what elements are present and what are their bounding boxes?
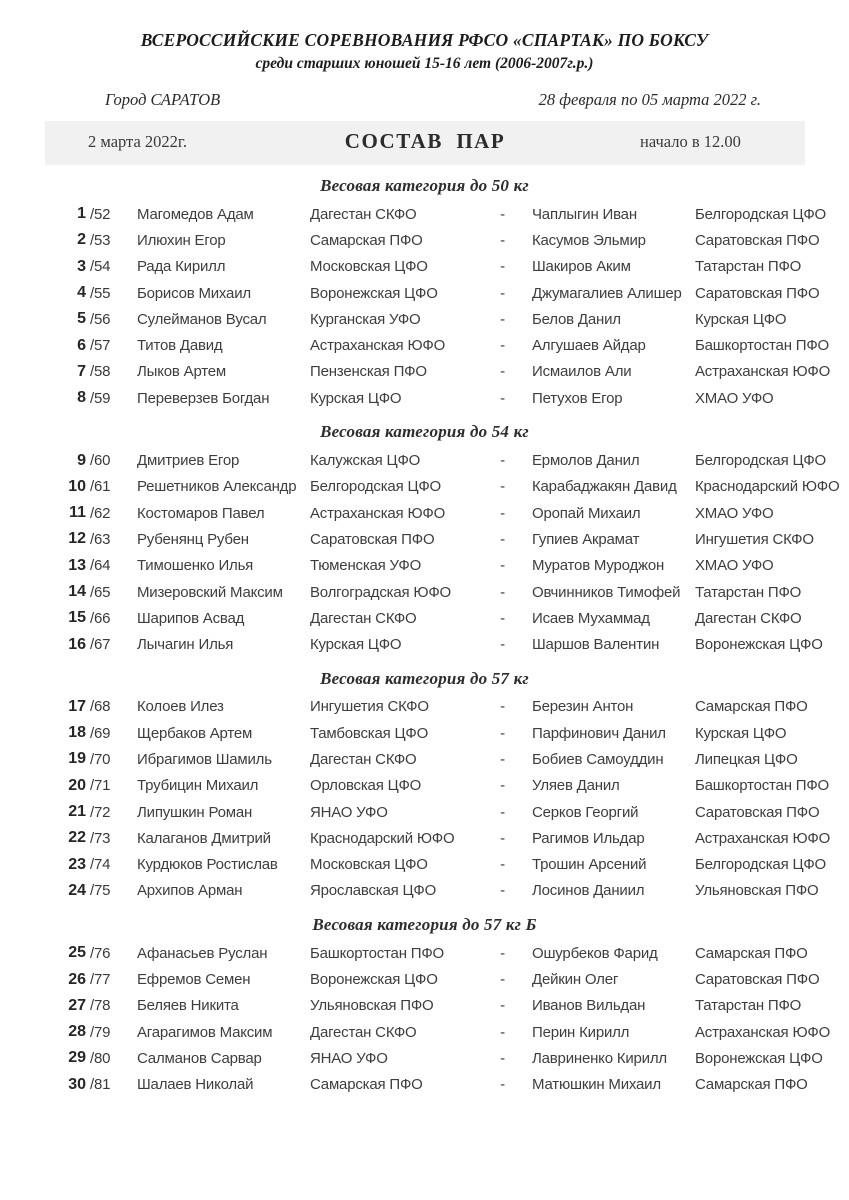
bout-number: 16 [68,635,86,653]
bout-number: 13 [68,556,86,574]
red-corner-region: Пензенская ПФО [310,363,427,381]
blue-corner-name: Гупиев Акрамат [532,530,640,548]
bout-pair-number: /52 [90,205,111,223]
pair-separator-dash: - [500,803,505,821]
bout-number: 19 [68,750,86,768]
blue-corner-name: Дейкин Олег [532,971,619,989]
red-corner-region: Московская ЦФО [310,258,428,276]
red-corner-name: Костомаров Павел [137,504,265,522]
bout-row [0,254,849,280]
red-corner-region: Тамбовская ЦФО [310,724,429,742]
blue-corner-region: Самарская ПФО [695,1076,808,1094]
blue-corner-region: Саратовская ПФО [695,803,820,821]
blue-corner-region: Самарская ПФО [695,944,808,962]
bout-number: 3 [77,257,86,275]
bout-row [0,280,849,306]
blue-corner-region: ХМАО УФО [695,504,774,522]
bout-pair-number: /58 [90,363,111,381]
red-corner-name: Шалаев Николай [137,1076,254,1094]
pair-separator-dash: - [500,389,505,407]
weight-category-section [0,669,849,904]
bout-pair-number: /81 [90,1076,111,1094]
red-corner-name: Титов Давид [137,337,223,355]
blue-corner-name: Матюшкин Михаил [532,1076,661,1094]
blue-corner-region: Татарстан ПФО [695,997,802,1015]
bout-row [0,1045,849,1071]
pair-separator-dash: - [500,310,505,328]
pair-separator-dash: - [500,205,505,223]
blue-corner-name: Белов Данил [532,310,621,328]
meta-row [0,90,849,110]
bout-pair-number: /64 [90,557,111,575]
red-corner-name: Ибрагимов Шамиль [137,750,272,768]
blue-corner-region: Ингушетия СКФО [695,530,814,548]
bout-pair-number: /59 [90,389,111,407]
blue-corner-name: Перин Кирилл [532,1023,630,1041]
weight-category-section [0,915,849,1098]
blue-corner-name: Оропай Михаил [532,504,641,522]
weight-category-section [0,176,849,411]
bout-row [0,852,849,878]
bout-row [0,201,849,227]
bout-row [0,605,849,631]
red-corner-region: Белгородская ЦФО [310,478,442,496]
red-corner-name: Мизеровский Максим [137,583,283,601]
bout-row [0,966,849,992]
bout-row [0,227,849,253]
bout-number: 24 [68,881,86,899]
bout-row [0,553,849,579]
bout-number: 6 [77,336,86,354]
red-corner-name: Рубенянц Рубен [137,530,249,548]
bout-row [0,526,849,552]
bout-number: 11 [69,504,86,522]
bout-number: 15 [68,609,86,627]
blue-corner-region: ХМАО УФО [695,557,774,575]
red-corner-region: Тюменская УФО [310,557,422,575]
red-corner-name: Афанасьев Руслан [137,944,268,962]
blue-corner-name: Алгушаев Айдар [532,337,646,355]
banner-title: СОСТАВ ПАР [344,129,506,153]
red-corner-region: Самарская ПФО [310,231,423,249]
bout-number: 9 [77,451,86,469]
red-corner-name: Лычагин Илья [137,636,234,654]
bout-pair-number: /65 [90,583,111,601]
bout-row [0,799,849,825]
red-corner-name: Рада Кирилл [137,258,226,276]
blue-corner-region: Курская ЦФО [695,310,787,328]
bout-rows [0,447,849,657]
bout-number: 5 [77,310,86,328]
blue-corner-name: Трошин Арсений [532,856,647,874]
pair-separator-dash: - [500,1023,505,1041]
bout-pair-number: /75 [90,882,111,900]
blue-corner-name: Березин Антон [532,698,634,716]
blue-corner-name: Джумагалиев Алишер [532,284,682,302]
session-date: 2 марта 2022г. [88,132,187,151]
bout-number: 14 [68,583,86,600]
bout-pair-number: /76 [90,944,111,962]
red-corner-region: Курская ЦФО [310,636,402,654]
pair-separator-dash: - [500,530,505,548]
red-corner-region: ЯНАО УФО [310,803,388,821]
blue-corner-region: Белгородская ЦФО [695,205,827,223]
bout-number: 22 [68,829,86,847]
weight-category-title: Весовая категория до 57 кг [320,668,529,688]
bout-pair-number: /70 [90,750,111,768]
blue-corner-region: Саратовская ПФО [695,284,820,302]
pair-separator-dash: - [500,944,505,962]
weight-category-title: Весовая категория до 54 кг [320,422,529,442]
red-corner-name: Дмитриев Егор [137,452,240,470]
blue-corner-name: Парфинович Данил [532,724,666,742]
bout-pair-number: /74 [90,856,111,874]
red-corner-name: Магомедов Адам [137,205,254,223]
red-corner-name: Илюхин Егор [137,231,226,249]
bout-number: 2 [77,231,86,249]
bout-pair-number: /77 [90,971,111,989]
pair-separator-dash: - [500,231,505,249]
bout-number: 12 [68,530,86,548]
red-corner-name: Борисов Михаил [137,284,251,302]
red-corner-name: Липушкин Роман [137,803,253,821]
red-corner-name: Калаганов Дмитрий [137,829,271,847]
red-corner-region: Дагестан СКФО [310,609,417,627]
bout-row [0,993,849,1019]
blue-corner-region: Воронежская ЦФО [695,1049,823,1067]
pair-separator-dash: - [500,1049,505,1067]
blue-corner-name: Ошурбеков Фарид [532,944,658,962]
pair-separator-dash: - [500,750,505,768]
red-corner-region: Ярославская ЦФО [310,882,437,900]
bout-pair-number: /54 [90,258,111,276]
bout-number: 17 [68,697,86,715]
bout-number: 23 [68,855,86,873]
red-corner-region: Курская ЦФО [310,389,402,407]
red-corner-name: Курдюков Ростислав [137,856,278,874]
bout-pair-number: /72 [90,803,111,821]
red-corner-name: Тимошенко Илья [137,557,254,575]
pair-separator-dash: - [500,583,505,601]
bout-pair-number: /79 [90,1023,111,1041]
red-corner-name: Беляев Никита [137,997,239,1015]
bout-row [0,694,849,720]
pair-separator-dash: - [500,1076,505,1094]
bout-number: 26 [68,970,86,988]
pair-separator-dash: - [500,856,505,874]
blue-corner-region: Саратовская ПФО [695,971,820,989]
blue-corner-region: Татарстан ПФО [695,258,802,276]
red-corner-region: Дагестан СКФО [310,750,417,768]
bout-number: 7 [77,362,86,380]
bout-number: 8 [77,389,86,407]
red-corner-region: Волгоградская ЮФО [310,583,452,601]
pair-separator-dash: - [500,284,505,302]
bout-pair-number: /78 [90,997,111,1015]
bout-row [0,940,849,966]
blue-corner-name: Исаев Мухаммад [532,609,650,627]
bout-rows [0,940,849,1098]
blue-corner-region: Курская ЦФО [695,724,787,742]
red-corner-region: Воронежская ЦФО [310,284,438,302]
red-corner-name: Колоев Илез [137,698,224,716]
red-corner-region: Ульяновская ПФО [310,997,434,1015]
blue-corner-region: Татарстан ПФО [695,583,802,601]
pair-separator-dash: - [500,829,505,847]
pair-separator-dash: - [500,258,505,276]
blue-corner-region: Астраханская ЮФО [695,829,831,847]
blue-corner-name: Бобиев Самоуддин [532,750,664,768]
bout-row [0,332,849,358]
red-corner-region: Орловская ЦФО [310,777,422,795]
red-corner-name: Сулейманов Вусал [137,310,267,328]
blue-corner-region: Астраханская ЮФО [695,363,831,381]
bout-row [0,878,849,904]
blue-corner-region: Липецкая ЦФО [695,750,798,768]
blue-corner-region: Ульяновская ПФО [695,882,819,900]
blue-corner-name: Касумов Эльмир [532,231,646,249]
bout-row [0,746,849,772]
bout-row [0,385,849,411]
bout-number: 28 [68,1023,86,1041]
blue-corner-name: Петухов Егор [532,389,623,407]
blue-corner-region: Дагестан СКФО [695,609,802,627]
weight-category-section [0,422,849,657]
pair-separator-dash: - [500,724,505,742]
red-corner-region: Московская ЦФО [310,856,428,874]
bout-pair-number: /67 [90,636,111,654]
bout-row [0,447,849,473]
pair-separator-dash: - [500,636,505,654]
red-corner-name: Лыков Артем [137,363,227,381]
page-subtitle: среди старших юношей 15-16 лет (2006-2007г.р.) [255,55,594,72]
blue-corner-name: Лавриненко Кирилл [532,1049,667,1067]
blue-corner-region: Краснодарский ЮФО [695,478,840,496]
red-corner-region: Астраханская ЮФО [310,504,446,522]
start-time: начало в 12.00 [640,132,741,151]
bout-number: 21 [68,803,86,821]
bout-pair-number: /56 [90,310,111,328]
red-corner-region: Краснодарский ЮФО [310,829,455,847]
red-corner-region: Ингушетия СКФО [310,698,429,716]
red-corner-name: Шарипов Асвад [137,609,245,627]
pair-separator-dash: - [500,971,505,989]
blue-corner-name: Муратов Муроджон [532,557,665,575]
bout-number: 18 [68,724,86,742]
bout-row [0,773,849,799]
pair-separator-dash: - [500,363,505,381]
bout-row [0,306,849,332]
blue-corner-name: Чаплыгин Иван [532,205,637,223]
bout-rows [0,694,849,904]
bout-number: 10 [68,477,86,495]
pair-separator-dash: - [500,777,505,795]
red-corner-name: Салманов Сарвар [137,1049,262,1067]
blue-corner-name: Исмаилов Али [532,363,632,381]
blue-corner-name: Шаршов Валентин [532,636,660,654]
blue-corner-region: Белгородская ЦФО [695,452,827,470]
blue-corner-name: Рагимов Ильдар [532,829,645,847]
weight-category-title: Весовая категория до 57 кг Б [312,915,537,935]
blue-corner-region: Белгородская ЦФО [695,856,827,874]
bout-pair-number: /63 [90,530,111,548]
red-corner-region: Курганская УФО [310,310,421,328]
blue-corner-name: Карабаджакян Давид [532,478,677,496]
bout-pair-number: /80 [90,1049,111,1067]
blue-corner-name: Серков Георгий [532,803,639,821]
pair-separator-dash: - [500,337,505,355]
red-corner-name: Архипов Арман [137,882,243,900]
bout-pair-number: /73 [90,829,111,847]
bout-row [0,579,849,605]
red-corner-region: Калужская ЦФО [310,452,421,470]
blue-corner-region: Башкортостан ПФО [695,777,829,795]
bout-number: 4 [77,284,86,302]
bout-row [0,631,849,657]
blue-corner-region: Саратовская ПФО [695,231,820,249]
pair-separator-dash: - [500,504,505,522]
bout-number: 27 [68,996,86,1014]
blue-corner-region: Воронежская ЦФО [695,636,823,654]
bout-pair-number: /68 [90,698,111,716]
bout-pair-number: /71 [90,777,111,795]
bout-number: 20 [68,776,86,794]
city-label: Город САРАТОВ [105,90,221,109]
bout-rows [0,201,849,411]
red-corner-region: Воронежская ЦФО [310,971,438,989]
red-corner-region: Дагестан СКФО [310,1023,417,1041]
pair-separator-dash: - [500,882,505,900]
bout-row [0,359,849,385]
bout-row [0,500,849,526]
bout-row [0,474,849,500]
weight-category-sections [0,176,849,1098]
bout-number: 30 [68,1075,86,1093]
red-corner-name: Трубицин Михаил [137,777,259,795]
red-corner-region: ЯНАО УФО [310,1049,388,1067]
red-corner-name: Ефремов Семен [137,971,251,989]
bout-pair-number: /60 [90,452,111,470]
blue-corner-name: Шакиров Аким [532,258,631,276]
red-corner-name: Агарагимов Максим [137,1023,273,1041]
bout-number: 25 [68,944,86,962]
bout-pair-number: /69 [90,724,111,742]
pair-separator-dash: - [500,609,505,627]
blue-corner-region: ХМАО УФО [695,389,774,407]
blue-corner-region: Башкортостан ПФО [695,337,829,355]
red-corner-region: Саратовская ПФО [310,530,435,548]
bout-pair-number: /53 [90,231,111,249]
bout-pair-number: /62 [90,504,111,522]
bout-row [0,1019,849,1045]
session-banner [45,121,805,165]
red-corner-region: Башкортостан ПФО [310,944,444,962]
red-corner-name: Щербаков Артем [137,724,253,742]
bout-row [0,825,849,851]
bout-row [0,1072,849,1098]
blue-corner-name: Овчинников Тимофей [532,583,681,601]
pair-separator-dash: - [500,452,505,470]
red-corner-region: Астраханская ЮФО [310,337,446,355]
bout-pair-number: /57 [90,337,111,355]
dates-label: 28 февраля по 05 марта 2022 г. [538,90,761,109]
pair-separator-dash: - [500,557,505,575]
blue-corner-region: Самарская ПФО [695,698,808,716]
red-corner-region: Дагестан СКФО [310,205,417,223]
bout-row [0,720,849,746]
blue-corner-name: Ермолов Данил [532,452,640,470]
blue-corner-name: Уляев Данил [532,777,620,795]
bout-number: 1 [77,205,86,223]
blue-corner-region: Астраханская ЮФО [695,1023,831,1041]
pair-separator-dash: - [500,997,505,1015]
pair-separator-dash: - [500,478,505,496]
bout-pair-number: /55 [90,284,111,302]
blue-corner-name: Лосинов Даниил [532,882,645,900]
bout-pair-number: /61 [90,478,111,496]
pair-separator-dash: - [500,698,505,716]
red-corner-name: Переверзев Богдан [137,389,270,407]
page-title: ВСЕРОССИЙСКИЕ СОРЕВНОВАНИЯ РФСО «СПАРТАК» ПО БОКСУ [140,30,709,50]
red-corner-name: Решетников Александр [137,478,297,496]
bout-pair-number: /66 [90,609,111,627]
weight-category-title: Весовая категория до 50 кг [320,176,529,195]
blue-corner-name: Иванов Вильдан [532,997,646,1015]
red-corner-region: Самарская ПФО [310,1076,423,1094]
bout-number: 29 [68,1049,86,1067]
